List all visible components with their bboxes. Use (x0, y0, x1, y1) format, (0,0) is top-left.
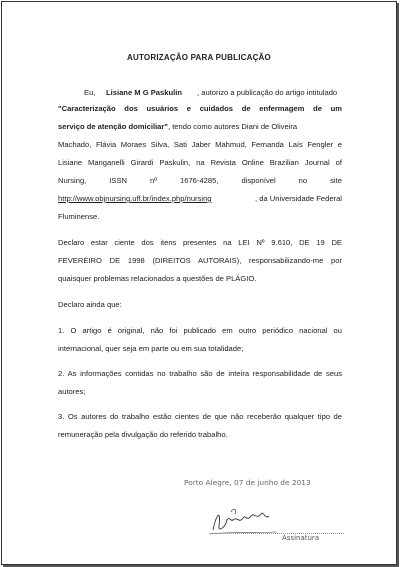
item-1-line-2: internacional, quer seja em parte ou em sua totalidade; (58, 344, 244, 353)
issn-line (58, 176, 342, 185)
item-2-line-2: autores; (58, 387, 86, 396)
journal-site-link[interactable]: http://www.objnursing.uff.br/index.php/nursing (58, 194, 212, 203)
issn-word-5: disponível (241, 176, 276, 185)
issn-word-3: nº (150, 176, 158, 185)
item-1-line-1: 1. O artigo é original, não foi publicado em outro periódico nacional ou (58, 326, 342, 335)
issn-word-6: no (298, 176, 308, 185)
declaro-line-3: quaisquer problemas relacionados a questões de PLÁGIO. (58, 274, 257, 283)
item-3-line-2: remuneração pela divulgação do referido trabalho. (58, 430, 228, 439)
fluminense-text: Fluminense. (58, 212, 100, 221)
site-line (58, 194, 342, 203)
article-title-line-1: "Caracterização dos usuários e cuidados de enfermagem de um (58, 104, 342, 113)
document-title: AUTORIZAÇÃO PARA PUBLICAÇÃO (127, 53, 271, 62)
declaro-line-2: FEVEREIRO DE 1998 (DIREITOS AUTORAIS), responsabilizando-me por (58, 256, 342, 265)
article-title-line-2-rest: , tendo como autores Diani de Oliveira (167, 122, 298, 131)
issn-word-4: 1676-4285, (180, 176, 219, 185)
body-line-2: Lisiane Manganelli Girardi Paskulin, na Revista Online Brazilian Journal of (58, 158, 342, 167)
site-line-rest: , da Universidade Federal (255, 194, 342, 203)
intro-prefix: Eu, (84, 88, 96, 97)
author-name: Lisiane M G Paskulin (106, 88, 182, 97)
issn-word-1: Nursing, (58, 176, 87, 185)
signature-line (214, 533, 344, 534)
issn-word-7: site (330, 176, 342, 185)
signature-label: Assinatura (282, 534, 320, 542)
place-date: Porto Alegre, 07 de junho de 2013 (184, 478, 311, 487)
issn-word-2: ISSN (109, 176, 128, 185)
document-page (1, 1, 397, 565)
declaro-ainda: Declaro ainda que: (58, 300, 122, 309)
body-line-1: Machado, Flávia Moraes Silva, Sati Jaber Mahmud, Fernanda Laís Fengler e (58, 140, 342, 149)
article-title-line-2-bold: serviço de atenção domiciliar" (58, 122, 168, 131)
declaro-line-1: Declaro estar ciente dos itens presentes na LEI Nº 9.610, DE 19 DE (58, 238, 342, 247)
intro-suffix: , autorizo a publicação do artigo intitulado (197, 88, 338, 97)
item-2-line-1: 2. As informações contidas no trabalho são de inteira responsabilidade de seus (58, 369, 342, 378)
item-3-line-1: 3. Os autores do trabalho estão cientes de que não receberão qualquer tipo de (58, 412, 342, 421)
article-title-line-2 (58, 122, 297, 131)
